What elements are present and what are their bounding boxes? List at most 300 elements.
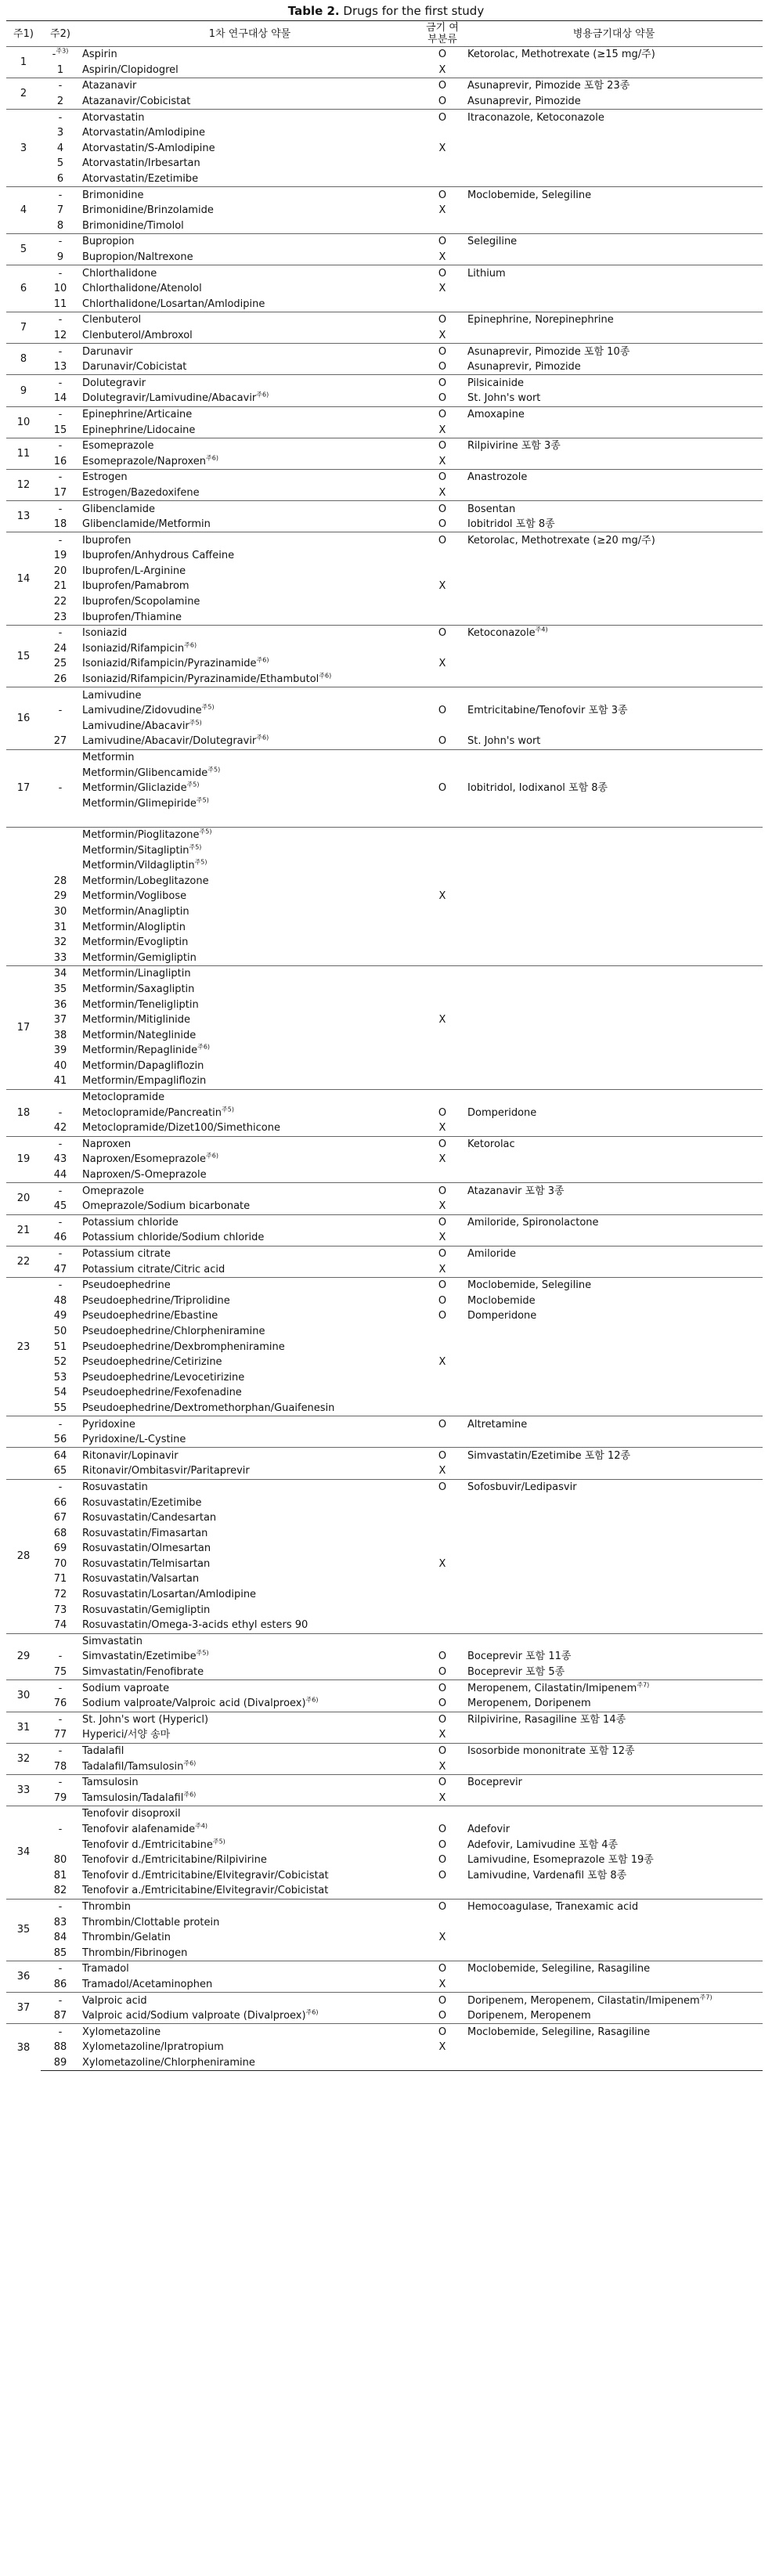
co-contraindicated-drugs — [465, 1557, 763, 1572]
table-row — [6, 1977, 763, 1993]
co-contraindicated-drugs — [465, 2040, 763, 2055]
table-row — [6, 1510, 763, 1526]
sub-number — [41, 1479, 80, 1495]
drug-name-text: Pseudoephedrine/Ebastine — [82, 1310, 218, 1322]
table-row — [6, 796, 763, 812]
contraindication-flag — [420, 594, 465, 610]
sub-number — [41, 950, 80, 965]
contraindication-flag — [420, 1059, 465, 1074]
table-row — [6, 171, 763, 187]
drug-name-text: Valproic acid/Sodium valproate (Divalproex) — [82, 2010, 306, 2022]
table-row — [6, 781, 763, 796]
sub-number — [41, 579, 80, 594]
footnote-mark: 주6) — [184, 641, 197, 649]
sub-number — [41, 312, 80, 328]
drug-name — [80, 187, 420, 203]
co-contraindicated-drugs — [465, 1853, 763, 1868]
co-contraindicated-drugs — [465, 687, 763, 703]
sub-number-text: 56 — [53, 1434, 67, 1446]
drug-name — [80, 749, 420, 765]
contraindication-flag: O — [420, 2024, 465, 2040]
contraindication-flag — [420, 1324, 465, 1340]
co-contraindicated-drugs — [465, 1214, 763, 1230]
sub-number — [41, 1073, 80, 1089]
table-caption — [0, 0, 772, 20]
group-number: 23 — [6, 1277, 41, 1416]
drug-name-text: Metoclopramide/Pancreatin — [82, 1106, 222, 1119]
co-contraindicated-drugs — [465, 811, 763, 827]
sub-number-text: 30 — [53, 905, 67, 918]
drug-name — [80, 873, 420, 889]
contraindication-flag: O — [438, 392, 447, 405]
contraindication-flag — [420, 796, 465, 812]
sub-number — [41, 703, 80, 719]
drug-name — [80, 1791, 420, 1806]
drug-name-text: Omeprazole/Sodium bicarbonate — [82, 1200, 251, 1213]
drug-name-text: Tenofovir d./Emtricitabine — [82, 1838, 213, 1851]
table-row — [6, 997, 763, 1012]
drug-name — [80, 1120, 420, 1136]
table-row — [6, 328, 763, 344]
table-row — [6, 594, 763, 610]
drug-name-text: Potassium citrate — [82, 1248, 171, 1261]
co-contraindicated-drugs — [465, 749, 763, 765]
contraindication-flag: X — [438, 658, 446, 670]
co-contraindicated-drugs — [465, 110, 763, 125]
group-number: 11 — [6, 438, 41, 469]
drug-name-text: Metformin/Nateglinide — [82, 1029, 197, 1041]
sub-number — [41, 625, 80, 640]
co-contraindicated-drugs — [465, 672, 763, 687]
sub-number-text: - — [58, 1185, 63, 1197]
co-contraindicated-drugs — [465, 734, 763, 749]
group-number: 29 — [6, 1633, 41, 1680]
drug-name-text: Chlorthalidone — [82, 267, 157, 280]
sub-number — [41, 1448, 80, 1463]
sub-number — [41, 811, 80, 827]
sub-number — [41, 966, 80, 982]
drug-name — [80, 564, 420, 579]
group-number: 38 — [6, 2024, 41, 2071]
drug-name — [80, 1649, 420, 1665]
group-number: 17 — [6, 966, 41, 1090]
table-row — [6, 1043, 763, 1059]
sub-number — [41, 265, 80, 281]
contraindication-flag — [420, 687, 465, 703]
table-row — [6, 966, 763, 982]
drug-name-text: Pseudoephedrine/Dexbrompheniramine — [82, 1340, 285, 1353]
co-contraindicated-drugs — [465, 1774, 763, 1790]
co-contraindicated-drugs — [465, 982, 763, 998]
contraindication-flag — [420, 858, 465, 874]
co-contraindicated-drugs — [465, 765, 763, 781]
drug-name — [80, 889, 420, 904]
drug-name — [80, 982, 420, 998]
drug-name-text: Pseudoephedrine/Fexofenadine — [82, 1387, 242, 1399]
contraindication-flag: O — [420, 1214, 465, 1230]
co-contraindicated-drugs — [465, 156, 763, 171]
drug-name — [80, 1914, 420, 1930]
co-contraindicated-drugs — [465, 1385, 763, 1401]
co-drug-text: Iobitridol, Iodixanol 포함 8종 — [467, 782, 608, 795]
sub-number-text: 46 — [53, 1232, 67, 1244]
drug-name — [80, 1416, 420, 1432]
sub-number-text: - — [58, 440, 63, 453]
sub-number — [41, 328, 80, 344]
drug-name — [80, 125, 420, 141]
drug-name — [80, 719, 420, 734]
sub-number — [41, 125, 80, 141]
sub-number-text: 51 — [53, 1340, 67, 1353]
table-row — [6, 265, 763, 281]
drug-name-text: Lamivudine — [82, 689, 142, 702]
sub-number — [41, 1277, 80, 1293]
sub-number — [41, 1665, 80, 1680]
table-row — [6, 110, 763, 125]
co-contraindicated-drugs — [465, 501, 763, 517]
drug-name-text: Xylometazoline — [82, 2026, 161, 2038]
contraindication-flag — [420, 564, 465, 579]
contraindication-flag: X — [438, 1356, 446, 1369]
contraindication-flag: O — [438, 518, 447, 531]
contraindication-flag — [420, 1432, 465, 1448]
table-row — [6, 1712, 763, 1727]
sub-number — [41, 1633, 80, 1649]
table-row — [6, 1479, 763, 1495]
sub-number-text: 40 — [53, 1059, 67, 1072]
co-contraindicated-drugs — [465, 1183, 763, 1199]
table-row — [6, 63, 763, 78]
sub-number-text: - — [58, 1713, 63, 1726]
header-col4: 금기 여부분류 — [426, 22, 459, 45]
co-contraindicated-drugs — [465, 1837, 763, 1853]
table-row — [6, 1324, 763, 1340]
co-contraindicated-drugs — [465, 1633, 763, 1649]
sub-number — [41, 532, 80, 548]
co-contraindicated-drugs — [465, 391, 763, 406]
drug-name-text: Naproxen/Esomeprazole — [82, 1153, 207, 1166]
drug-name-text: Rosuvastatin/Losartan/Amlodipine — [82, 1589, 257, 1601]
contraindication-flag — [420, 873, 465, 889]
co-contraindicated-drugs — [465, 1806, 763, 1822]
table-row — [6, 406, 763, 422]
co-contraindicated-drugs — [465, 218, 763, 234]
co-contraindicated-drugs — [465, 171, 763, 187]
co-drug-text: Rilpivirine, Rasagiline 포함 14종 — [467, 1713, 626, 1726]
drug-name — [80, 1727, 420, 1743]
co-contraindicated-drugs — [465, 719, 763, 734]
co-contraindicated-drugs — [465, 203, 763, 218]
sub-number — [41, 982, 80, 998]
drug-name-text: Metformin/Repaglinide — [82, 1044, 198, 1057]
drug-name-text: Tenofovir a./Emtricitabine/Elvitegravir/Cobicistat — [82, 1885, 329, 1897]
drug-name-text: Rosuvastatin/Valsartan — [82, 1573, 200, 1586]
co-contraindicated-drugs — [465, 564, 763, 579]
drug-name — [80, 359, 420, 375]
drug-name — [80, 579, 420, 594]
co-drug-text: Ketorolac — [467, 1138, 515, 1150]
co-contraindicated-drugs — [465, 1105, 763, 1120]
co-contraindicated-drugs — [465, 548, 763, 564]
footnote-mark: 주6) — [319, 672, 332, 680]
drug-name — [80, 1012, 420, 1028]
contraindication-flag — [420, 1510, 465, 1526]
sub-number-text: 24 — [53, 642, 67, 655]
table-row — [6, 1961, 763, 1977]
sub-number — [41, 1837, 80, 1853]
co-drug-text: Rilpivirine 포함 3종 — [467, 440, 561, 453]
drug-name — [80, 687, 420, 703]
co-contraindicated-drugs — [465, 1649, 763, 1665]
table-row — [6, 1355, 763, 1370]
drug-name — [80, 1557, 420, 1572]
drug-name — [80, 1401, 420, 1416]
contraindication-flag: O — [438, 1854, 447, 1867]
group-number — [6, 1416, 41, 1448]
co-contraindicated-drugs — [465, 125, 763, 141]
contraindication-flag: X — [438, 424, 446, 436]
drug-name — [80, 609, 420, 625]
co-contraindicated-drugs — [465, 359, 763, 375]
sub-number — [41, 1416, 80, 1432]
sub-number — [41, 594, 80, 610]
drug-name-text: Hyperici/서양 송마 — [82, 1729, 171, 1741]
footnote-mark: 주7) — [699, 1993, 712, 2001]
footnote-mark: 주6) — [256, 657, 269, 665]
drug-name-text: Rosuvastatin/Candesartan — [82, 1512, 217, 1524]
drug-name-text: Ibuprofen/Anhydrous Caffeine — [82, 550, 235, 562]
drug-name — [80, 1806, 420, 1822]
drug-name-text: Aspirin/Clopidogrel — [82, 63, 179, 76]
drug-name-text: Rosuvastatin/Omega-3-acids ethyl esters 90 — [82, 1619, 308, 1632]
group-number — [6, 827, 41, 965]
drug-name — [80, 1961, 420, 1977]
drug-name — [80, 1774, 420, 1790]
co-contraindicated-drugs — [465, 470, 763, 485]
drug-name-text: Rosuvastatin/Olmesartan — [82, 1542, 211, 1555]
co-drug-text: Ketorolac, Methotrexate (≥20 mg/주) — [467, 534, 655, 547]
drug-name-text: Ibuprofen/Thiamine — [82, 611, 182, 623]
co-contraindicated-drugs — [465, 1463, 763, 1479]
drug-name-text: Rosuvastatin — [82, 1481, 148, 1493]
sub-number — [41, 47, 80, 63]
drug-name-text: Metformin/Vildagliptin — [82, 860, 195, 872]
co-contraindicated-drugs — [465, 1495, 763, 1510]
contraindication-flag: O — [438, 1838, 447, 1851]
drug-name — [80, 811, 420, 827]
contraindication-flag: O — [438, 1106, 447, 1119]
sub-number-text: 31 — [53, 921, 67, 933]
table-row — [6, 375, 763, 391]
sub-number — [41, 1930, 80, 1946]
drug-name-text: Atorvastatin/Amlodipine — [82, 127, 205, 139]
table-row — [6, 203, 763, 218]
table-header — [6, 21, 763, 47]
table-row — [6, 1495, 763, 1510]
drug-name-text: Darunavir — [82, 345, 133, 358]
drug-name-text: Chlorthalidone/Atenolol — [82, 283, 202, 295]
table-row — [6, 609, 763, 625]
drug-name-text: Pseudoephedrine — [82, 1279, 171, 1292]
sub-number-text: 20 — [53, 565, 67, 577]
table-row — [6, 125, 763, 141]
co-drug-text: Domperidone — [467, 1310, 537, 1322]
drug-name — [80, 1665, 420, 1680]
drug-name-text: Sodium vaproate — [82, 1682, 170, 1694]
co-contraindicated-drugs — [465, 1448, 763, 1463]
table-row — [6, 501, 763, 517]
drug-name-text: Epinephrine/Articaine — [82, 408, 193, 420]
sub-number — [41, 1680, 80, 1696]
sub-number — [41, 1059, 80, 1074]
sub-number-text: 8 — [56, 219, 64, 232]
drug-name — [80, 1899, 420, 1914]
sub-number — [41, 1727, 80, 1743]
sub-number — [41, 1339, 80, 1355]
table-row — [6, 1463, 763, 1479]
contraindication-flag: X — [438, 1232, 446, 1244]
sub-number-text: 33 — [53, 951, 67, 964]
contraindication-flag — [420, 1587, 465, 1603]
sub-number — [41, 842, 80, 858]
contraindication-flag: X — [438, 1263, 446, 1275]
sub-number — [41, 1743, 80, 1759]
drug-name-text: Atorvastatin/Ezetimibe — [82, 173, 199, 186]
sub-number-text: - — [58, 1900, 63, 1913]
co-contraindicated-drugs — [465, 1977, 763, 1993]
sub-number-text: - — [58, 408, 63, 420]
drug-name-text: Ibuprofen/Scopolamine — [82, 596, 200, 608]
table-row — [6, 517, 763, 532]
contraindication-flag: O — [438, 1666, 447, 1679]
sub-number-text: 25 — [53, 658, 67, 670]
contraindication-flag — [420, 1945, 465, 1961]
sub-number — [41, 1914, 80, 1930]
drug-name — [80, 765, 420, 781]
sub-number-text: - — [52, 49, 56, 61]
table-row — [6, 1993, 763, 2008]
drug-name-text: Metformin/Voglibose — [82, 890, 187, 903]
co-drug-text: Doripenem, Meropenem — [467, 2010, 591, 2022]
drug-name — [80, 1339, 420, 1355]
sub-number-text: 19 — [53, 550, 67, 562]
drug-name-text: Tamsulosin/Tadalafil — [82, 1791, 184, 1804]
sub-number — [41, 1230, 80, 1246]
co-drug-text: Asunaprevir, Pimozide — [467, 361, 581, 373]
sub-number — [41, 344, 80, 359]
footnote-mark: 주5) — [196, 1650, 209, 1658]
table-row — [6, 950, 763, 965]
drug-name — [80, 1743, 420, 1759]
sub-number-text: - — [58, 471, 63, 484]
group-number: 17 — [6, 749, 41, 827]
footnote-mark: 주6) — [256, 734, 269, 742]
contraindication-flag: O — [420, 1774, 465, 1790]
group-number: 28 — [6, 1479, 41, 1633]
sub-number — [41, 501, 80, 517]
table-row — [6, 281, 763, 297]
co-drug-text: Itraconazole, Ketoconazole — [467, 111, 604, 124]
co-drug-text: Bosentan — [467, 503, 516, 515]
drug-name — [80, 1043, 420, 1059]
drug-name-text: Brimonidine/Brinzolamide — [82, 204, 214, 217]
co-contraindicated-drugs — [465, 438, 763, 453]
drug-name — [80, 2055, 420, 2071]
drug-name — [80, 950, 420, 965]
table-row — [6, 1089, 763, 1105]
contraindication-flag: O — [420, 265, 465, 281]
drug-name — [80, 1432, 420, 1448]
drug-name-text: Metformin/Alogliptin — [82, 921, 186, 933]
co-contraindicated-drugs — [465, 796, 763, 812]
sub-number-text: 10 — [53, 283, 67, 295]
group-number: 30 — [6, 1680, 41, 1712]
sub-number — [41, 1618, 80, 1633]
drug-name-text: Metformin/Pioglitazone — [82, 828, 200, 841]
sub-number-text: 22 — [53, 596, 67, 608]
co-contraindicated-drugs — [465, 966, 763, 982]
sub-number-text: 78 — [53, 1760, 67, 1773]
sub-number — [41, 1696, 80, 1712]
drug-name-text: Esomeprazole/Naproxen — [82, 455, 207, 467]
sub-number — [41, 359, 80, 375]
co-contraindicated-drugs — [465, 1167, 763, 1183]
sub-number-text: 6 — [56, 173, 64, 186]
drug-name — [80, 2008, 420, 2024]
table-row — [6, 1401, 763, 1416]
co-drug-text: Doripenem, Meropenem, Cilastatin/Imipenem — [467, 1994, 700, 2007]
co-drug-text: Selegiline — [467, 236, 518, 248]
co-contraindicated-drugs — [465, 703, 763, 719]
drug-name-text: Atazanavir — [82, 80, 137, 92]
sub-number-text: 72 — [53, 1589, 67, 1601]
drug-name — [80, 438, 420, 453]
sub-number — [41, 548, 80, 564]
sub-number-text: 68 — [53, 1527, 67, 1539]
drug-name-text: Tamsulosin — [82, 1777, 139, 1789]
co-contraindicated-drugs — [465, 141, 763, 157]
co-contraindicated-drugs — [465, 1136, 763, 1152]
sub-number-text: 5 — [56, 157, 64, 170]
contraindication-flag — [420, 827, 465, 842]
drug-name — [80, 1059, 420, 1074]
sub-number-text: 14 — [53, 392, 67, 405]
table-row — [6, 470, 763, 485]
drug-name — [80, 312, 420, 328]
sub-number — [41, 719, 80, 734]
table-row — [6, 982, 763, 998]
drug-name — [80, 406, 420, 422]
contraindication-flag: X — [438, 283, 446, 295]
sub-number — [41, 1385, 80, 1401]
co-drug-text: Domperidone — [467, 1106, 537, 1119]
drug-name — [80, 1136, 420, 1152]
drug-name-text: Metformin/Gliclazide — [82, 782, 187, 795]
sub-number — [41, 1822, 80, 1838]
drug-name-text: Glibenclamide/Metformin — [82, 518, 211, 531]
co-drug-text: Lithium — [467, 267, 506, 280]
drug-name-text: Tenofovir disoproxil — [82, 1808, 181, 1820]
co-drug-text: St. John's wort — [467, 392, 541, 405]
co-contraindicated-drugs — [465, 1479, 763, 1495]
drug-name-text: Pseudoephedrine/Chlorpheniramine — [82, 1325, 265, 1337]
sub-number — [41, 1602, 80, 1618]
drug-name — [80, 827, 420, 842]
drug-name — [80, 997, 420, 1012]
contraindication-flag: O — [438, 735, 447, 748]
drug-name-text: Isoniazid/Rifampicin/Pyrazinamide/Ethambutol — [82, 673, 319, 686]
co-contraindicated-drugs — [465, 1510, 763, 1526]
